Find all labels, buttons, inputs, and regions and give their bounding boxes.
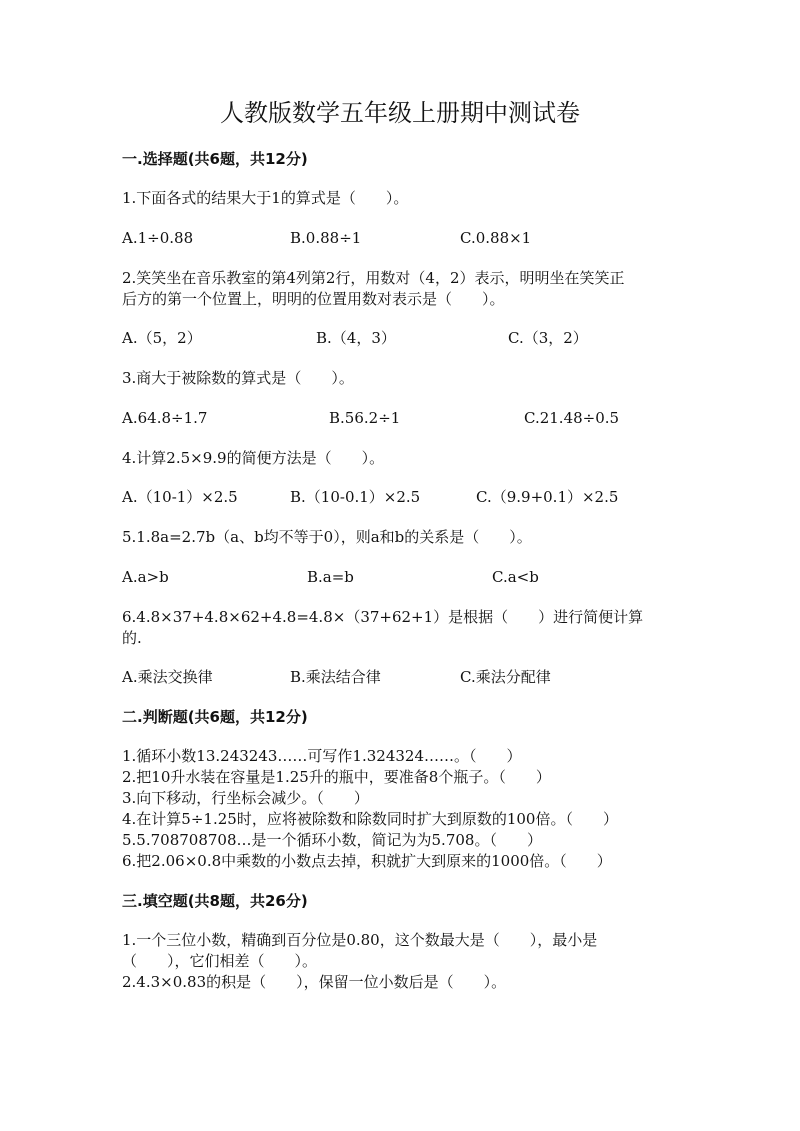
page-title: 人教版数学五年级上册期中测试卷	[220, 99, 580, 127]
option-c: C.a<b	[492, 568, 539, 586]
question-text: 5.1.8a=2.7b（a、b均不等于0），则a和b的关系是（ ）。	[122, 528, 532, 546]
option-a: A.（5，2）	[122, 329, 202, 347]
question-text-continued: 后方的第一个位置上，明明的位置用数对表示是（ ）。	[122, 290, 505, 308]
judgment-item: 5.5.708708708…是一个循环小数，简记为为5.708。（ ）	[122, 831, 542, 849]
question-text: 4.计算2.5×9.9的简便方法是（ ）。	[122, 449, 385, 467]
judgment-item: 1.循环小数13.243243……可写作1.324324……。（ ）	[122, 747, 522, 765]
option-a: A.64.8÷1.7	[122, 409, 208, 427]
option-c: C.0.88×1	[460, 229, 532, 247]
option-c: C.21.48÷0.5	[524, 409, 620, 427]
question-text: 1.下面各式的结果大于1的算式是（ ）。	[122, 189, 409, 207]
option-a: A.乘法交换律	[122, 668, 213, 686]
judgment-item: 2.把10升水装在容量是1.25升的瓶中，要准备8个瓶子。（ ）	[122, 768, 551, 786]
option-b: B.（10-0.1）×2.5	[290, 488, 421, 506]
option-b: B.a=b	[307, 568, 354, 586]
option-a: A.a>b	[122, 568, 169, 586]
judgment-item: 6.把2.06×0.8中乘数的小数点去掉，积就扩大到原来的1000倍。（ ）	[122, 852, 612, 870]
section-heading-fill: 三.填空题(共8题，共26分)	[122, 892, 308, 910]
option-c: C.（3，2）	[508, 329, 588, 347]
question-text: 3.商大于被除数的算式是（ ）。	[122, 369, 354, 387]
section-heading-judgment: 二.判断题(共6题，共12分)	[122, 708, 308, 726]
fill-item: 2.4.3×0.83的积是（ ），保留一位小数后是（ ）。	[122, 973, 507, 991]
fill-item-continued: （ ），它们相差（ ）。	[122, 952, 318, 970]
question-text: 6.4.8×37+4.8×62+4.8=4.8×（37+62+1）是根据（ ）进行简便计算	[122, 608, 644, 626]
judgment-item: 4.在计算5÷1.25时，应将被除数和除数同时扩大到原数的100倍。（ ）	[122, 810, 618, 828]
option-b: B.56.2÷1	[329, 409, 401, 427]
fill-item: 1.一个三位小数，精确到百分位是0.80，这个数最大是（ ），最小是	[122, 931, 598, 949]
option-a: A.（10-1）×2.5	[122, 488, 238, 506]
judgment-item: 3.向下移动，行坐标会减少。（ ）	[122, 789, 369, 807]
question-text: 2.笑笑坐在音乐教室的第4列第2行，用数对（4，2）表示，明明坐在笑笑正	[122, 269, 625, 287]
option-b: B.（4，3）	[316, 329, 396, 347]
option-c: C.乘法分配律	[460, 668, 551, 686]
section-heading-choice: 一.选择题(共6题，共12分)	[122, 150, 308, 168]
option-a: A.1÷0.88	[122, 229, 194, 247]
option-b: B.乘法结合律	[290, 668, 381, 686]
question-text-continued: 的.	[122, 629, 142, 647]
option-b: B.0.88÷1	[290, 229, 362, 247]
option-c: C.（9.9+0.1）×2.5	[476, 488, 619, 506]
